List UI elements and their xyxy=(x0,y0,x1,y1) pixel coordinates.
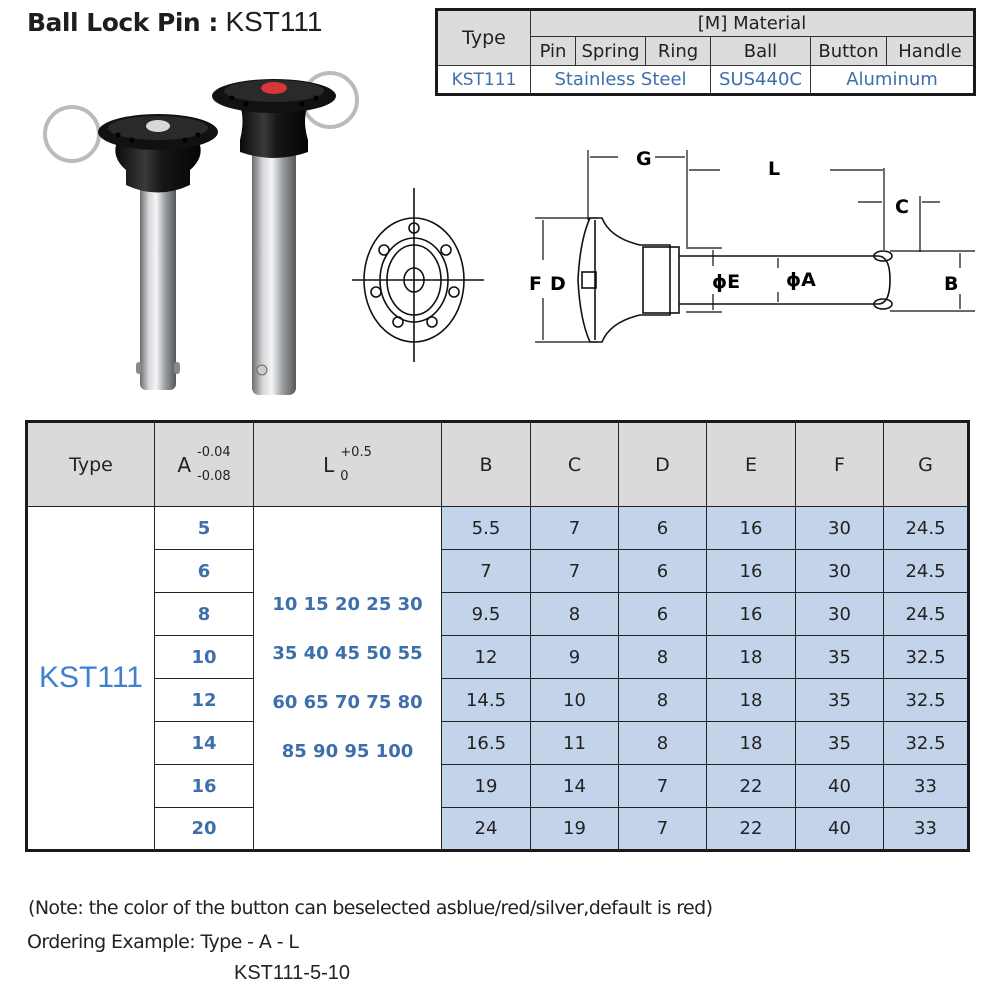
material-type-value: KST111 xyxy=(437,66,531,95)
page-title xyxy=(27,6,322,38)
product-photo xyxy=(40,60,370,400)
c-value: 7 xyxy=(531,550,619,593)
table-row xyxy=(27,808,969,851)
b-value: 5.5 xyxy=(442,507,531,550)
material-col-ball: Ball xyxy=(711,37,811,66)
g-value: 33 xyxy=(884,808,969,851)
col-header-a: A-0.04 -0.08 xyxy=(155,422,254,507)
a-value: 8 xyxy=(155,593,254,636)
material-table xyxy=(435,8,976,96)
g-value: 24.5 xyxy=(884,507,969,550)
b-value: 19 xyxy=(442,765,531,808)
table-row xyxy=(27,679,969,722)
a-value: 6 xyxy=(155,550,254,593)
d-value: 7 xyxy=(619,808,707,851)
material-button-handle: Aluminum xyxy=(811,66,975,95)
a-value: 14 xyxy=(155,722,254,765)
material-col-pin: Pin xyxy=(531,37,576,66)
dim-label-e: ϕE xyxy=(712,271,741,293)
c-value: 11 xyxy=(531,722,619,765)
f-value: 35 xyxy=(796,679,884,722)
d-value: 8 xyxy=(619,679,707,722)
dim-label-b: B xyxy=(944,273,959,295)
c-value: 9 xyxy=(531,636,619,679)
col-header-b: B xyxy=(442,422,531,507)
table-row xyxy=(27,722,969,765)
table-row xyxy=(27,507,969,550)
table-row xyxy=(27,593,969,636)
material-header: [M] Material xyxy=(531,10,975,37)
pin-left-icon xyxy=(45,107,218,390)
c-value: 8 xyxy=(531,593,619,636)
e-value: 16 xyxy=(707,593,796,636)
title-label: Ball Lock Pin : xyxy=(27,8,218,37)
dim-label-f: F xyxy=(529,273,542,295)
b-value: 24 xyxy=(442,808,531,851)
d-value: 8 xyxy=(619,722,707,765)
table-row xyxy=(27,550,969,593)
material-col-ring: Ring xyxy=(646,37,711,66)
technical-drawing xyxy=(350,130,1000,370)
ordering-example-value: KST111-5-10 xyxy=(234,962,350,984)
col-header-l: L+0.5 0 xyxy=(254,422,442,507)
g-value: 24.5 xyxy=(884,593,969,636)
title-model: KST111 xyxy=(225,6,323,37)
a-value: 20 xyxy=(155,808,254,851)
f-value: 40 xyxy=(796,765,884,808)
table-row xyxy=(27,636,969,679)
dim-label-d: D xyxy=(550,273,566,295)
material-ball: SUS440C xyxy=(711,66,811,95)
b-value: 16.5 xyxy=(442,722,531,765)
dim-label-a: ϕA xyxy=(786,269,816,291)
pin-right-icon xyxy=(212,73,357,395)
table-row xyxy=(27,765,969,808)
e-value: 18 xyxy=(707,722,796,765)
a-value: 16 xyxy=(155,765,254,808)
e-value: 16 xyxy=(707,507,796,550)
material-pin-spring-ring: Stainless Steel xyxy=(531,66,711,95)
f-value: 30 xyxy=(796,593,884,636)
c-value: 14 xyxy=(531,765,619,808)
col-header-f: F xyxy=(796,422,884,507)
e-value: 16 xyxy=(707,550,796,593)
g-value: 32.5 xyxy=(884,636,969,679)
dim-label-g: G xyxy=(636,148,652,170)
d-value: 8 xyxy=(619,636,707,679)
b-value: 7 xyxy=(442,550,531,593)
l-values: 10 15 20 25 30 35 40 45 50 55 60 65 70 75 80 85 90 95 100 xyxy=(254,507,442,851)
material-col-spring: Spring xyxy=(576,37,646,66)
g-value: 32.5 xyxy=(884,679,969,722)
f-value: 30 xyxy=(796,507,884,550)
f-value: 40 xyxy=(796,808,884,851)
spec-table xyxy=(25,420,970,852)
ordering-example-label: Ordering Example: Type - A - L xyxy=(27,931,299,953)
d-value: 6 xyxy=(619,593,707,636)
dim-label-l: L xyxy=(768,158,781,180)
a-value: 12 xyxy=(155,679,254,722)
material-col-handle: Handle xyxy=(887,37,975,66)
d-value: 7 xyxy=(619,765,707,808)
e-value: 22 xyxy=(707,808,796,851)
g-value: 24.5 xyxy=(884,550,969,593)
f-value: 35 xyxy=(796,636,884,679)
c-value: 7 xyxy=(531,507,619,550)
col-header-g: G xyxy=(884,422,969,507)
col-header-c: C xyxy=(531,422,619,507)
a-value: 5 xyxy=(155,507,254,550)
b-value: 14.5 xyxy=(442,679,531,722)
f-value: 35 xyxy=(796,722,884,765)
d-value: 6 xyxy=(619,507,707,550)
d-value: 6 xyxy=(619,550,707,593)
g-value: 32.5 xyxy=(884,722,969,765)
b-value: 9.5 xyxy=(442,593,531,636)
b-value: 12 xyxy=(442,636,531,679)
e-value: 18 xyxy=(707,679,796,722)
g-value: 33 xyxy=(884,765,969,808)
col-header-e: E xyxy=(707,422,796,507)
type-cell: KST111 xyxy=(27,507,155,851)
col-header-type: Type xyxy=(27,422,155,507)
dim-label-c: C xyxy=(895,196,909,218)
f-value: 30 xyxy=(796,550,884,593)
material-type-header: Type xyxy=(437,10,531,66)
material-col-button: Button xyxy=(811,37,887,66)
e-value: 18 xyxy=(707,636,796,679)
a-value: 10 xyxy=(155,636,254,679)
button-color-note: (Note: the color of the button can beselected asblue/red/silver,default is red) xyxy=(28,897,713,919)
c-value: 10 xyxy=(531,679,619,722)
front-view-icon xyxy=(352,188,484,362)
e-value: 22 xyxy=(707,765,796,808)
c-value: 19 xyxy=(531,808,619,851)
col-header-d: D xyxy=(619,422,707,507)
